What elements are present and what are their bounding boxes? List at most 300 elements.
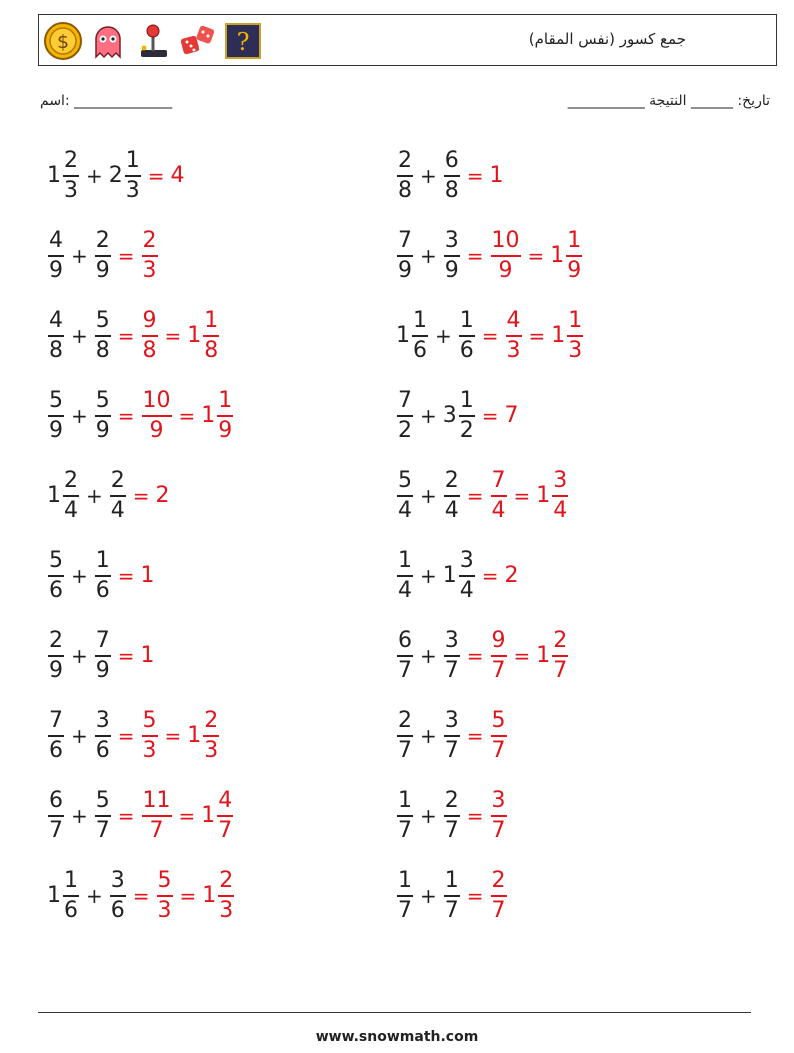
expression bbox=[396, 386, 520, 446]
fraction bbox=[491, 869, 507, 923]
denominator: 7 bbox=[444, 897, 459, 923]
denominator: 3 bbox=[204, 737, 219, 763]
addend bbox=[94, 549, 112, 603]
fraction bbox=[444, 629, 460, 683]
denominator: 7 bbox=[444, 657, 459, 683]
expression bbox=[47, 466, 171, 526]
answer bbox=[112, 389, 235, 443]
problem-right-4 bbox=[396, 386, 736, 466]
name-field: اسم: ______________ bbox=[40, 93, 173, 109]
fraction bbox=[459, 549, 475, 603]
fraction-bar bbox=[552, 495, 568, 497]
equals-sign: = bbox=[466, 484, 484, 508]
numerator: 3 bbox=[95, 708, 110, 734]
addend bbox=[47, 229, 65, 283]
fraction-bar bbox=[95, 335, 111, 337]
fraction-bar bbox=[444, 495, 460, 497]
equals-sign: = bbox=[132, 884, 150, 908]
answer bbox=[476, 309, 585, 363]
numerator: 2 bbox=[142, 228, 157, 254]
equals-sign: = bbox=[466, 884, 484, 908]
fraction-bar bbox=[397, 175, 413, 177]
fraction bbox=[95, 549, 111, 603]
expression bbox=[47, 786, 234, 846]
answer-value bbox=[490, 165, 505, 187]
fraction bbox=[444, 709, 460, 763]
numerator: 3 bbox=[444, 628, 459, 654]
fraction bbox=[552, 469, 568, 523]
fraction-bar bbox=[459, 575, 475, 577]
equals-sign: = bbox=[164, 324, 182, 348]
numerator: 1 bbox=[204, 308, 219, 334]
header-icons bbox=[43, 21, 263, 61]
denominator: 3 bbox=[64, 177, 78, 203]
fraction-bar bbox=[412, 335, 428, 337]
whole-number: 3 bbox=[442, 403, 457, 428]
answer bbox=[112, 709, 221, 763]
fraction-bar bbox=[567, 335, 583, 337]
numerator: 5 bbox=[95, 788, 110, 814]
fraction-bar bbox=[491, 655, 507, 657]
fraction bbox=[459, 309, 475, 363]
plus-sign: + bbox=[420, 484, 437, 508]
answer bbox=[112, 229, 159, 283]
denominator: 4 bbox=[553, 497, 568, 523]
whole-number: 2 bbox=[155, 483, 170, 508]
expression bbox=[396, 546, 520, 606]
problem-right-1 bbox=[396, 146, 736, 226]
whole-number: 1 bbox=[550, 243, 565, 268]
denominator: 9 bbox=[49, 257, 63, 283]
denominator: 9 bbox=[498, 257, 513, 283]
denominator: 4 bbox=[64, 497, 78, 523]
numerator: 5 bbox=[95, 388, 110, 414]
denominator: 9 bbox=[49, 657, 63, 683]
addend bbox=[47, 309, 65, 363]
problem-left-10 bbox=[47, 866, 387, 946]
numerator: 1 bbox=[64, 868, 78, 894]
whole-number: 1 bbox=[47, 163, 61, 188]
answer-value bbox=[141, 389, 173, 443]
numerator: 2 bbox=[444, 468, 459, 494]
equals-sign: = bbox=[527, 244, 545, 268]
whole-number: 7 bbox=[504, 403, 519, 428]
answer bbox=[461, 869, 508, 923]
equals-sign: = bbox=[466, 724, 484, 748]
fraction bbox=[491, 469, 507, 523]
fraction bbox=[48, 309, 64, 363]
fraction bbox=[217, 789, 233, 843]
fraction-bar bbox=[48, 255, 64, 257]
answer-value bbox=[156, 869, 174, 923]
addend bbox=[47, 869, 80, 923]
equals-sign: = bbox=[528, 324, 546, 348]
equals-sign: = bbox=[466, 164, 484, 188]
fraction bbox=[48, 549, 64, 603]
fraction-bar bbox=[444, 895, 460, 897]
expression bbox=[396, 466, 569, 526]
fraction bbox=[110, 469, 126, 523]
addend bbox=[443, 469, 461, 523]
addend bbox=[109, 869, 127, 923]
fraction-bar bbox=[48, 735, 64, 737]
fraction bbox=[444, 869, 460, 923]
denominator: 8 bbox=[49, 337, 63, 363]
addend bbox=[443, 229, 461, 283]
fraction bbox=[63, 469, 79, 523]
answer-value bbox=[187, 709, 220, 763]
footer-divider bbox=[38, 1012, 751, 1013]
fraction-bar bbox=[444, 655, 460, 657]
fraction bbox=[95, 389, 111, 443]
equals-sign: = bbox=[513, 644, 531, 668]
problem-left-7 bbox=[47, 626, 387, 706]
numerator: 7 bbox=[491, 468, 506, 494]
whole-number: 2 bbox=[504, 563, 519, 588]
svg-text:$: $ bbox=[56, 31, 70, 53]
fraction bbox=[142, 789, 172, 843]
denominator: 7 bbox=[491, 897, 506, 923]
numerator: 2 bbox=[553, 628, 568, 654]
coin-icon bbox=[43, 21, 83, 61]
fraction-bar bbox=[48, 655, 64, 657]
answer-value bbox=[536, 469, 569, 523]
fraction-bar bbox=[397, 415, 413, 417]
fraction-bar bbox=[459, 415, 475, 417]
equals-sign: = bbox=[466, 244, 484, 268]
plus-sign: + bbox=[71, 724, 88, 748]
equals-sign: = bbox=[481, 404, 499, 428]
answer-value bbox=[551, 309, 584, 363]
addend bbox=[443, 869, 461, 923]
equals-sign: = bbox=[513, 484, 531, 508]
plus-sign: + bbox=[420, 804, 437, 828]
numerator: 6 bbox=[49, 788, 63, 814]
whole-number: 1 bbox=[187, 323, 202, 348]
fraction-bar bbox=[142, 255, 158, 257]
fraction bbox=[491, 229, 521, 283]
numerator: 6 bbox=[444, 148, 459, 174]
whole-number: 1 bbox=[47, 883, 61, 908]
whole-number: 1 bbox=[202, 883, 217, 908]
denominator: 3 bbox=[568, 337, 583, 363]
answer bbox=[461, 469, 570, 523]
numerator: 2 bbox=[95, 228, 110, 254]
denominator: 9 bbox=[218, 417, 233, 443]
svg-text:?: ? bbox=[236, 28, 250, 56]
fraction-bar bbox=[48, 415, 64, 417]
answer bbox=[461, 629, 570, 683]
numerator: 1 bbox=[413, 308, 427, 334]
fraction bbox=[491, 789, 507, 843]
fraction bbox=[142, 309, 158, 363]
problem-left-1 bbox=[47, 146, 387, 226]
equals-sign: = bbox=[178, 804, 196, 828]
denominator: 9 bbox=[95, 257, 110, 283]
fraction bbox=[444, 469, 460, 523]
addend bbox=[47, 549, 65, 603]
denominator: 4 bbox=[491, 497, 506, 523]
numerator: 10 bbox=[142, 388, 171, 414]
denominator: 8 bbox=[204, 337, 219, 363]
fraction bbox=[397, 469, 413, 523]
fraction-bar bbox=[217, 415, 233, 417]
dice-icon bbox=[178, 21, 218, 61]
fraction-bar bbox=[63, 175, 79, 177]
answer-value bbox=[490, 629, 508, 683]
footer-url: www.snowmath.com bbox=[315, 1029, 479, 1045]
denominator: 3 bbox=[125, 177, 140, 203]
problem-left-9 bbox=[47, 786, 387, 866]
fraction-bar bbox=[444, 735, 460, 737]
fraction bbox=[397, 549, 413, 603]
denominator: 7 bbox=[398, 737, 412, 763]
denominator: 4 bbox=[459, 577, 474, 603]
denominator: 6 bbox=[49, 577, 63, 603]
plus-sign: + bbox=[420, 244, 437, 268]
answer-value bbox=[156, 485, 171, 507]
fraction bbox=[110, 869, 126, 923]
denominator: 6 bbox=[110, 897, 125, 923]
numerator: 3 bbox=[444, 228, 459, 254]
fraction bbox=[95, 229, 111, 283]
fraction-bar bbox=[444, 175, 460, 177]
equals-sign: = bbox=[117, 564, 135, 588]
denominator: 9 bbox=[444, 257, 459, 283]
problem-right-8 bbox=[396, 706, 736, 786]
numerator: 5 bbox=[398, 468, 412, 494]
fraction bbox=[125, 149, 141, 203]
addend bbox=[443, 389, 476, 443]
numerator: 3 bbox=[444, 708, 459, 734]
numerator: 3 bbox=[491, 788, 506, 814]
numerator: 5 bbox=[491, 708, 506, 734]
denominator: 7 bbox=[149, 817, 164, 843]
expression bbox=[396, 866, 508, 926]
answer bbox=[461, 229, 584, 283]
answer-value bbox=[141, 645, 156, 667]
answer-value bbox=[490, 869, 508, 923]
fraction-bar bbox=[491, 815, 507, 817]
denominator: 6 bbox=[64, 897, 78, 923]
denominator: 7 bbox=[49, 817, 63, 843]
numerator: 5 bbox=[142, 708, 157, 734]
fraction bbox=[95, 789, 111, 843]
numerator: 4 bbox=[218, 788, 233, 814]
fraction-bar bbox=[397, 495, 413, 497]
plus-sign: + bbox=[420, 884, 437, 908]
addend bbox=[443, 549, 476, 603]
fraction-bar bbox=[203, 735, 219, 737]
addend bbox=[47, 389, 65, 443]
denominator: 4 bbox=[444, 497, 459, 523]
addend bbox=[396, 149, 414, 203]
numerator: 2 bbox=[49, 628, 63, 654]
denominator: 7 bbox=[491, 817, 506, 843]
plus-sign: + bbox=[420, 404, 437, 428]
fraction-bar bbox=[491, 735, 507, 737]
problem-left-3 bbox=[47, 306, 387, 386]
equals-sign: = bbox=[481, 324, 499, 348]
denominator: 2 bbox=[398, 417, 412, 443]
fraction bbox=[142, 229, 158, 283]
numerator: 2 bbox=[398, 708, 412, 734]
answer bbox=[461, 709, 508, 763]
fraction bbox=[48, 629, 64, 683]
question-box-icon bbox=[223, 21, 263, 61]
answer-value bbox=[201, 389, 234, 443]
fraction bbox=[491, 709, 507, 763]
fraction bbox=[506, 309, 522, 363]
addend bbox=[443, 149, 461, 203]
plus-sign: + bbox=[86, 884, 103, 908]
addend bbox=[94, 629, 112, 683]
addend bbox=[443, 789, 461, 843]
addend bbox=[443, 629, 461, 683]
addend bbox=[94, 789, 112, 843]
addend bbox=[396, 869, 414, 923]
plus-sign: + bbox=[86, 164, 103, 188]
fraction bbox=[567, 309, 583, 363]
numerator: 2 bbox=[491, 868, 506, 894]
numerator: 2 bbox=[110, 468, 125, 494]
numerator: 5 bbox=[95, 308, 110, 334]
fraction-bar bbox=[48, 815, 64, 817]
answer bbox=[142, 165, 186, 187]
plus-sign: + bbox=[71, 644, 88, 668]
whole-number: 2 bbox=[108, 163, 123, 188]
answer-value bbox=[141, 709, 159, 763]
fraction bbox=[412, 309, 428, 363]
denominator: 9 bbox=[567, 257, 582, 283]
fraction bbox=[491, 629, 507, 683]
fraction-bar bbox=[95, 575, 111, 577]
addend bbox=[458, 309, 476, 363]
fraction-bar bbox=[217, 815, 233, 817]
addend bbox=[94, 229, 112, 283]
fraction-bar bbox=[444, 815, 460, 817]
numerator: 1 bbox=[459, 308, 474, 334]
numerator: 9 bbox=[142, 308, 157, 334]
addend bbox=[396, 309, 429, 363]
whole-number: 1 bbox=[201, 803, 216, 828]
answer bbox=[112, 309, 221, 363]
fraction bbox=[63, 149, 79, 203]
fraction-bar bbox=[95, 415, 111, 417]
fraction bbox=[218, 869, 234, 923]
addend bbox=[94, 709, 112, 763]
answer bbox=[476, 565, 520, 587]
numerator: 1 bbox=[398, 548, 412, 574]
expression bbox=[396, 146, 505, 206]
problem-left-5 bbox=[47, 466, 387, 546]
denominator: 7 bbox=[398, 897, 412, 923]
denominator: 7 bbox=[444, 737, 459, 763]
denominator: 7 bbox=[444, 817, 459, 843]
fraction bbox=[397, 149, 413, 203]
addend bbox=[396, 549, 414, 603]
answer-value bbox=[505, 405, 520, 427]
expression bbox=[47, 706, 220, 766]
denominator: 7 bbox=[218, 817, 233, 843]
fraction bbox=[63, 869, 79, 923]
fraction-bar bbox=[566, 255, 582, 257]
fraction-bar bbox=[459, 335, 475, 337]
answer-value bbox=[490, 709, 508, 763]
answer-value bbox=[505, 565, 520, 587]
answer bbox=[127, 869, 236, 923]
equals-sign: = bbox=[117, 324, 135, 348]
addend bbox=[109, 469, 127, 523]
plus-sign: + bbox=[71, 564, 88, 588]
addend bbox=[443, 709, 461, 763]
fraction bbox=[48, 709, 64, 763]
fraction-bar bbox=[48, 335, 64, 337]
numerator: 5 bbox=[49, 548, 63, 574]
numerator: 2 bbox=[64, 148, 78, 174]
numerator: 10 bbox=[491, 228, 520, 254]
fraction bbox=[444, 789, 460, 843]
equals-sign: = bbox=[147, 164, 165, 188]
fraction bbox=[217, 389, 233, 443]
numerator: 3 bbox=[553, 468, 568, 494]
fraction-bar bbox=[95, 735, 111, 737]
denominator: 3 bbox=[506, 337, 521, 363]
denominator: 9 bbox=[149, 417, 164, 443]
answer-value bbox=[490, 469, 508, 523]
plus-sign: + bbox=[420, 724, 437, 748]
denominator: 7 bbox=[491, 737, 506, 763]
addend bbox=[47, 629, 65, 683]
denominator: 9 bbox=[95, 417, 110, 443]
answer bbox=[461, 789, 508, 843]
fraction bbox=[397, 629, 413, 683]
fraction-bar bbox=[142, 735, 158, 737]
equals-sign: = bbox=[179, 884, 197, 908]
expression bbox=[396, 306, 584, 366]
fraction-bar bbox=[397, 255, 413, 257]
expression bbox=[47, 866, 235, 926]
problem-right-3 bbox=[396, 306, 736, 386]
fraction-bar bbox=[142, 335, 158, 337]
numerator: 1 bbox=[444, 868, 459, 894]
problem-left-6 bbox=[47, 546, 387, 626]
whole-number: 1 bbox=[396, 323, 410, 348]
whole-number: 1 bbox=[551, 323, 566, 348]
fraction-bar bbox=[48, 575, 64, 577]
whole-number: 1 bbox=[47, 483, 61, 508]
denominator: 8 bbox=[398, 177, 412, 203]
equals-sign: = bbox=[117, 724, 135, 748]
fraction-bar bbox=[552, 655, 568, 657]
fraction-bar bbox=[110, 495, 126, 497]
addend bbox=[396, 709, 414, 763]
addend bbox=[396, 469, 414, 523]
answer bbox=[127, 485, 171, 507]
numerator: 4 bbox=[49, 308, 63, 334]
addend bbox=[47, 469, 80, 523]
problem-right-2 bbox=[396, 226, 736, 306]
answer-value bbox=[490, 789, 508, 843]
fraction bbox=[48, 389, 64, 443]
numerator: 1 bbox=[95, 548, 110, 574]
fraction-bar bbox=[397, 575, 413, 577]
denominator: 9 bbox=[49, 417, 63, 443]
plus-sign: + bbox=[420, 564, 437, 588]
fraction-bar bbox=[95, 815, 111, 817]
numerator: 2 bbox=[64, 468, 78, 494]
addend bbox=[94, 309, 112, 363]
